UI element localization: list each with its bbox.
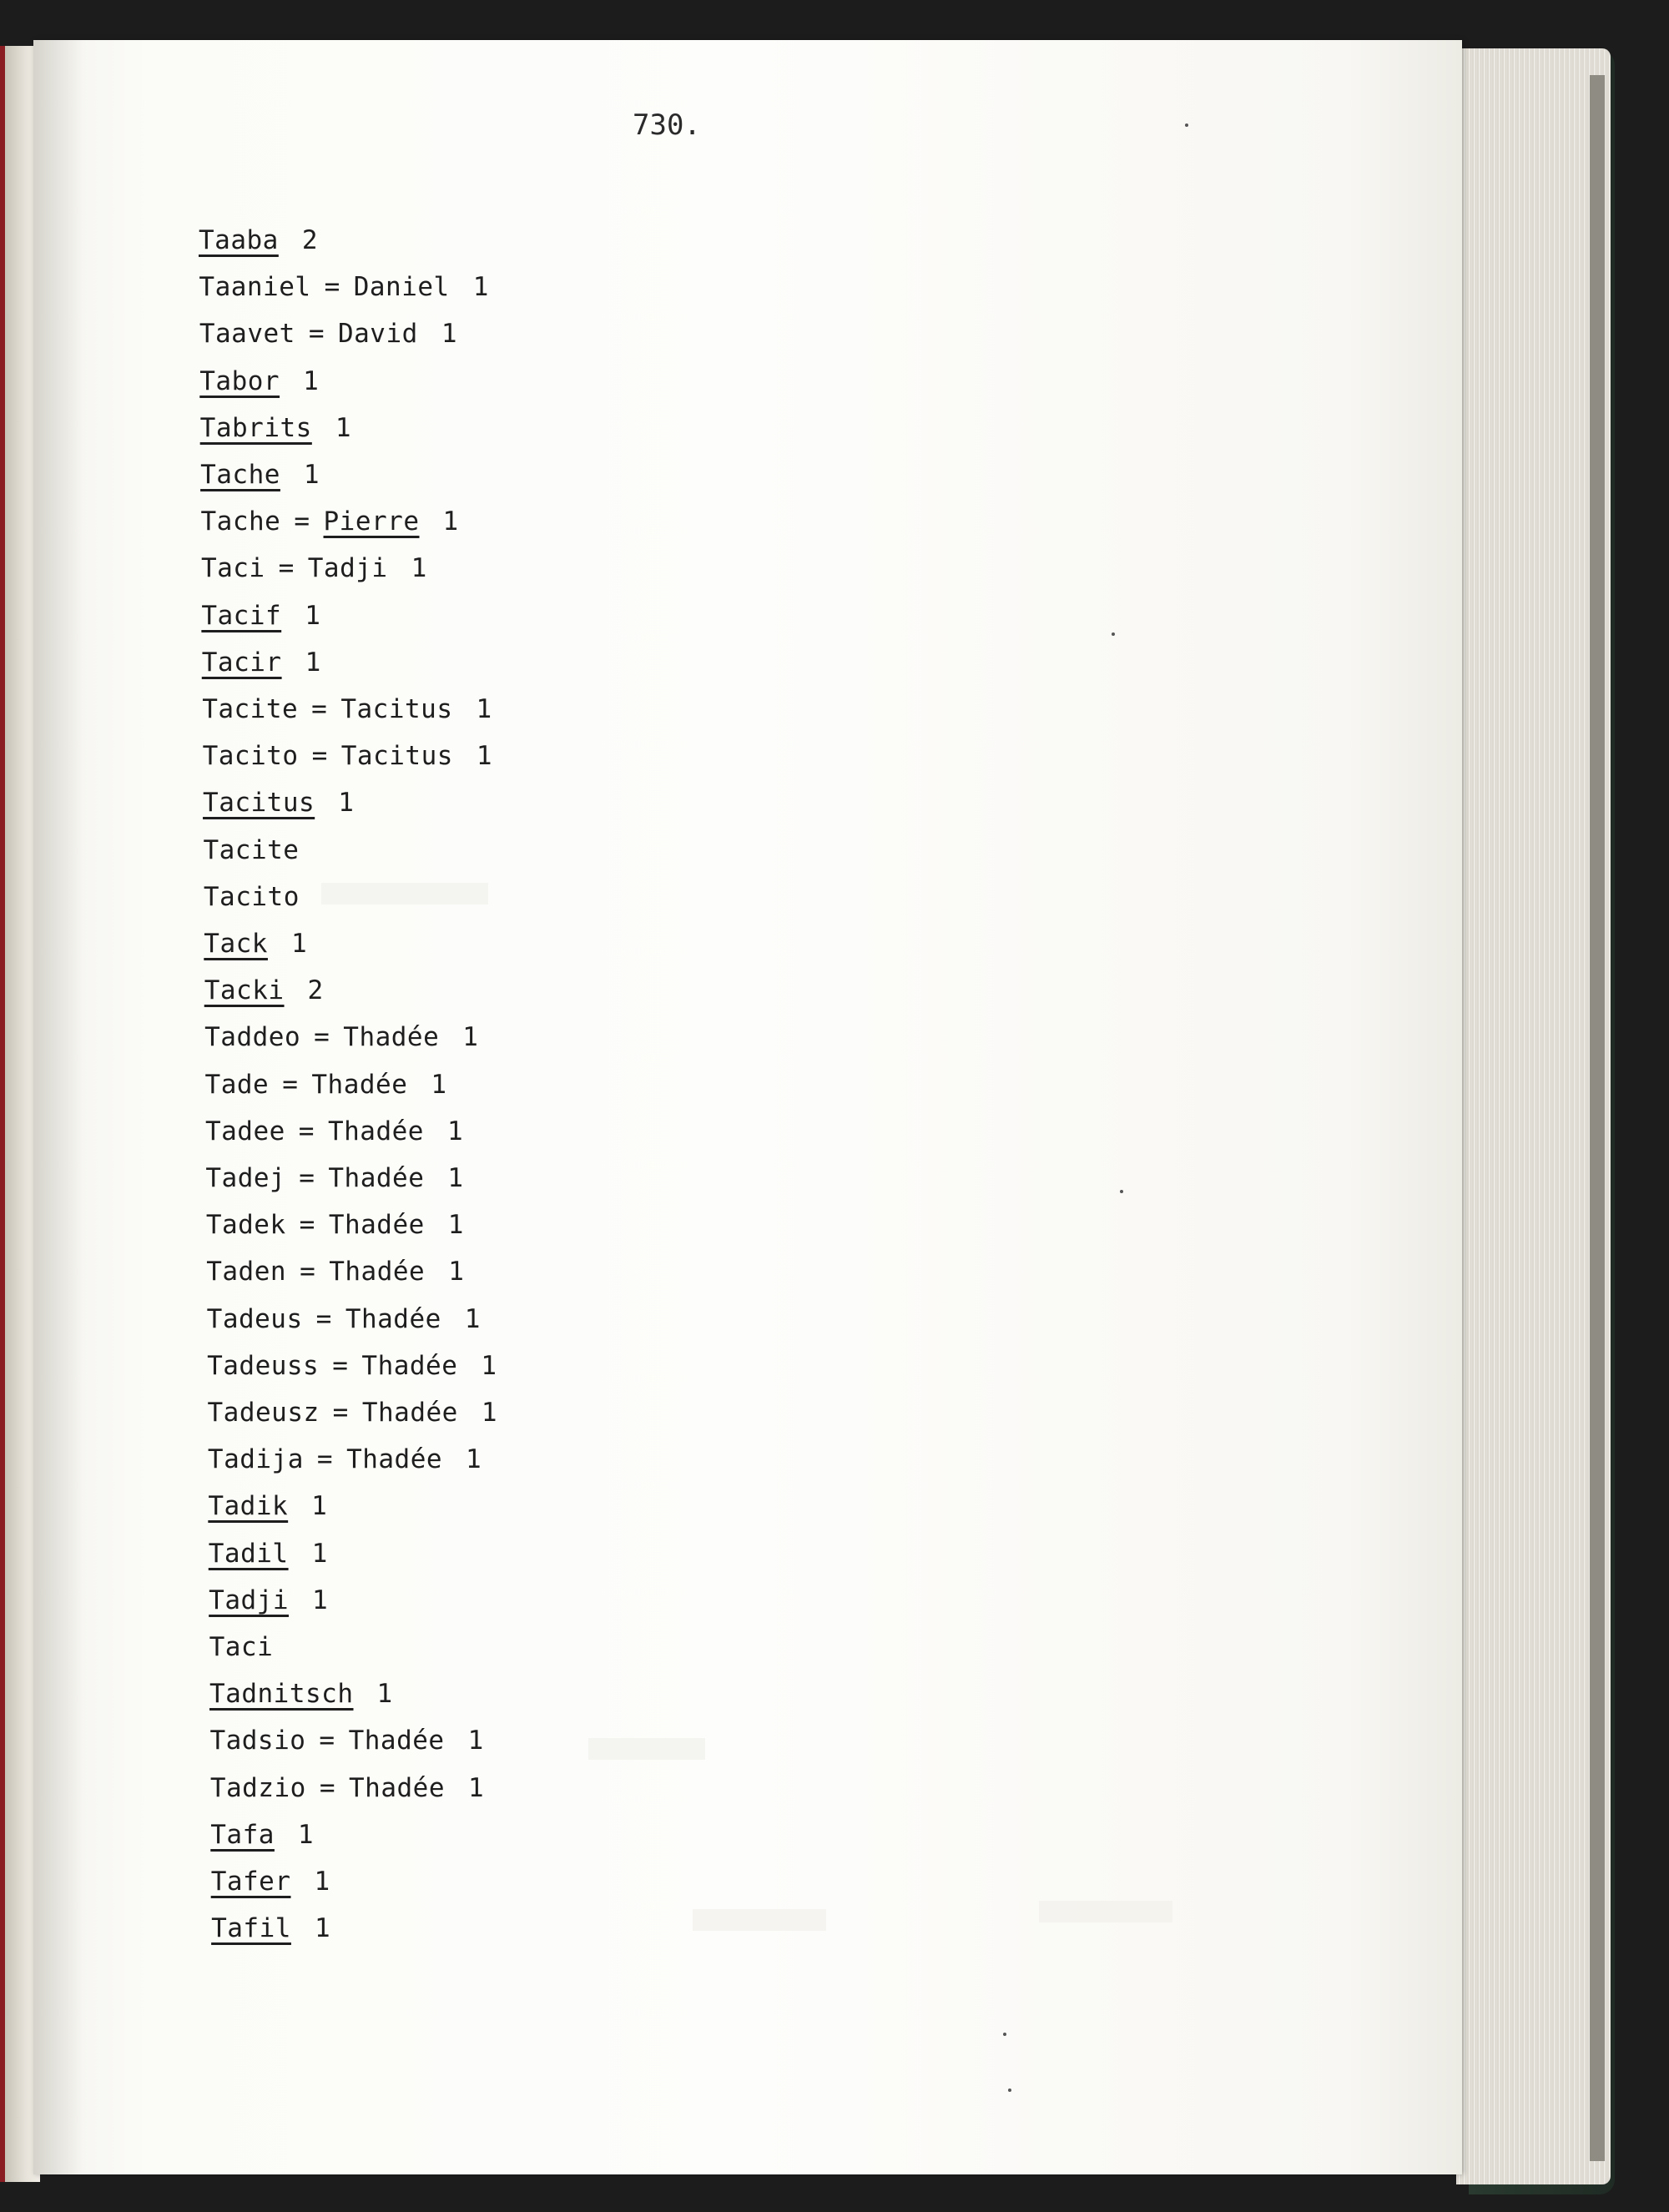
equals-sign: =	[314, 1022, 330, 1053]
entry-equivalent: Thadée	[345, 1303, 441, 1334]
entry-name: Tadil	[208, 1538, 289, 1569]
index-entry	[202, 694, 492, 724]
entry-name: Taci	[209, 1632, 274, 1662]
book-page	[33, 40, 1462, 2174]
entry-name: Tacito	[202, 741, 299, 772]
entry-name: Tacitus	[203, 788, 315, 819]
entry-name: Tacite	[202, 694, 299, 724]
index-entry	[208, 1444, 482, 1474]
gutter-shadow	[33, 40, 83, 2174]
entry-count: 1	[441, 319, 457, 350]
entry-count: 1	[303, 460, 320, 490]
entry-count: 2	[307, 975, 324, 1006]
entry-name: Taavet	[199, 319, 295, 350]
equals-sign: =	[299, 1163, 315, 1193]
index-entry	[211, 1913, 330, 1943]
index-entry	[201, 506, 459, 537]
entry-name: Tadej	[205, 1163, 286, 1193]
equals-sign: =	[324, 272, 340, 303]
equals-sign: =	[315, 1303, 332, 1334]
page-stack-edges	[1456, 48, 1611, 2184]
entry-name: Tache	[200, 506, 281, 537]
index-entry	[209, 1679, 393, 1709]
index-entry	[209, 1632, 274, 1662]
entry-name: Tadeuss	[207, 1350, 320, 1381]
entry-name: Tadzio	[209, 1772, 306, 1803]
page-stack-shadow	[1590, 75, 1605, 2161]
entry-equivalent: Thadée	[328, 1210, 425, 1241]
paper-speck	[1120, 1190, 1123, 1193]
equals-sign: =	[311, 694, 328, 724]
equals-sign: =	[300, 1257, 316, 1287]
index-entry	[208, 1491, 327, 1521]
index-entry	[199, 366, 319, 396]
equals-sign: =	[298, 1116, 315, 1146]
entry-count: 1	[411, 553, 427, 584]
entry-count: 1	[303, 365, 320, 396]
entry-name: Taci	[200, 553, 265, 584]
entry-name: Tafil	[211, 1913, 291, 1944]
entry-name: Tache	[200, 460, 280, 490]
index-entry	[209, 1539, 328, 1569]
entry-equivalent: Thadée	[343, 1022, 440, 1053]
entry-count: 1	[467, 1726, 484, 1756]
entry-name: Tadsio	[209, 1726, 306, 1756]
index-entry	[201, 553, 427, 583]
entry-equivalent: Thadée	[349, 1772, 445, 1803]
index-entry	[204, 975, 324, 1005]
index-entry	[203, 835, 299, 865]
index-entry	[203, 788, 354, 818]
index-entry	[205, 1070, 447, 1100]
index-entry	[204, 1022, 478, 1052]
equals-sign: =	[332, 1398, 349, 1428]
bleed-through-block	[1039, 1901, 1172, 1922]
entry-count: 1	[446, 1116, 464, 1146]
equals-sign: =	[316, 1444, 334, 1475]
entry-name: Taden	[206, 1257, 287, 1287]
index-entry	[211, 1867, 330, 1897]
entry-name: Tadeusz	[207, 1398, 320, 1428]
entry-count: 1	[338, 788, 355, 819]
entry-count: 1	[476, 694, 492, 724]
entry-count: 1	[464, 1303, 481, 1334]
index-entry	[205, 1116, 463, 1146]
index-entry	[207, 1351, 497, 1381]
bleed-through-block	[321, 883, 488, 904]
entry-equivalent: Thadée	[361, 1398, 458, 1428]
entry-equivalent: Thadée	[328, 1163, 425, 1193]
equals-sign: =	[294, 506, 310, 537]
index-entry	[201, 601, 320, 631]
entry-equivalent: Tadji	[307, 553, 388, 584]
paper-speck	[1185, 123, 1188, 127]
entry-equivalent: Tacitus	[340, 741, 453, 772]
index-entry	[206, 1210, 464, 1240]
bleed-through-block	[693, 1909, 826, 1931]
entry-name: Taaniel	[199, 272, 311, 303]
entry-name: Tadnitsch	[209, 1679, 354, 1710]
entry-count: 1	[476, 741, 493, 772]
paper-speck	[1112, 632, 1115, 636]
entry-count: 1	[466, 1444, 482, 1475]
entry-count: 1	[311, 1538, 328, 1569]
equals-sign: =	[308, 319, 325, 350]
index-entry	[205, 1163, 463, 1193]
index-entry	[209, 1585, 328, 1615]
entry-equivalent: Pierre	[323, 506, 420, 537]
entry-count: 1	[297, 1819, 315, 1850]
index-entry	[204, 882, 300, 912]
index-entry	[200, 413, 351, 443]
entry-equivalent: Thadée	[327, 1116, 424, 1146]
entry-name: Taaba	[199, 225, 279, 255]
entry-count: 1	[305, 647, 321, 678]
entry-name: Tadji	[209, 1585, 289, 1615]
entry-count: 1	[468, 1772, 485, 1803]
entry-equivalent: Thadée	[311, 1069, 408, 1100]
entry-count: 2	[301, 225, 318, 255]
entry-name: Tacif	[201, 600, 282, 631]
equals-sign: =	[299, 1210, 315, 1241]
entry-name: Tafer	[210, 1867, 291, 1897]
equals-sign: =	[282, 1069, 299, 1100]
equals-sign: =	[319, 1726, 335, 1756]
entry-count: 1	[448, 1257, 465, 1287]
entry-count: 1	[472, 272, 489, 303]
entry-name: Tadek	[205, 1210, 286, 1241]
index-entry	[199, 272, 488, 302]
entry-name: Tabrits	[199, 412, 312, 443]
index-entry	[208, 1398, 497, 1428]
paper-speck	[1003, 2033, 1006, 2036]
entry-name: Tacite	[203, 834, 300, 865]
entry-count: 1	[314, 1867, 330, 1897]
equals-sign: =	[319, 1772, 336, 1803]
entry-count: 1	[447, 1163, 464, 1193]
equals-sign: =	[311, 741, 328, 772]
entry-count: 1	[376, 1679, 393, 1710]
equals-sign: =	[278, 553, 295, 584]
entry-count: 1	[314, 1913, 331, 1944]
entry-name: Tadija	[207, 1444, 304, 1475]
entry-count: 1	[481, 1350, 497, 1381]
index-entry	[202, 647, 321, 678]
entry-equivalent: Thadée	[348, 1726, 445, 1756]
index-entry	[200, 460, 320, 490]
equals-sign: =	[332, 1350, 349, 1381]
entry-count: 1	[481, 1398, 497, 1428]
entry-name: Tabor	[199, 365, 280, 396]
paper-speck	[1008, 2089, 1011, 2092]
index-entry	[203, 741, 492, 771]
index-entry	[210, 1820, 314, 1850]
bleed-through-block	[588, 1738, 705, 1760]
entry-name: Tacir	[201, 647, 282, 678]
entry-count: 1	[442, 506, 459, 537]
entry-equivalent: Thadée	[329, 1257, 426, 1287]
entry-equivalent: Thadée	[361, 1350, 458, 1381]
entry-name: Tadee	[204, 1116, 285, 1146]
index-entry	[199, 319, 457, 349]
entry-count: 1	[312, 1585, 329, 1615]
index-entry	[207, 1304, 481, 1334]
entry-count: 1	[462, 1022, 479, 1053]
entry-count: 1	[311, 1491, 328, 1522]
entry-equivalent: Daniel	[353, 272, 450, 303]
entry-count: 1	[431, 1069, 447, 1100]
entry-name: Tack	[204, 929, 268, 959]
entry-count: 1	[305, 600, 321, 631]
entry-count: 1	[447, 1210, 464, 1241]
index-entry	[199, 225, 318, 255]
entry-name: Tacki	[204, 975, 285, 1006]
index-entry	[206, 1257, 464, 1287]
page-number: 730.	[633, 108, 701, 142]
entry-name: Tade	[204, 1069, 270, 1100]
index-entry	[204, 929, 307, 959]
entry-equivalent: Thadée	[346, 1444, 443, 1475]
entry-equivalent: Tacitus	[340, 694, 453, 724]
entry-name: Tafa	[210, 1819, 275, 1850]
index-entry	[210, 1773, 484, 1803]
index-entry	[209, 1726, 483, 1756]
entry-count: 1	[335, 412, 351, 443]
entry-equivalent: David	[337, 319, 418, 350]
entry-name: Taddeo	[204, 1022, 301, 1053]
entry-name: Tadeus	[206, 1303, 303, 1334]
entry-name: Tacito	[203, 881, 300, 912]
entry-name: Tadik	[208, 1491, 289, 1522]
entry-count: 1	[290, 929, 308, 959]
